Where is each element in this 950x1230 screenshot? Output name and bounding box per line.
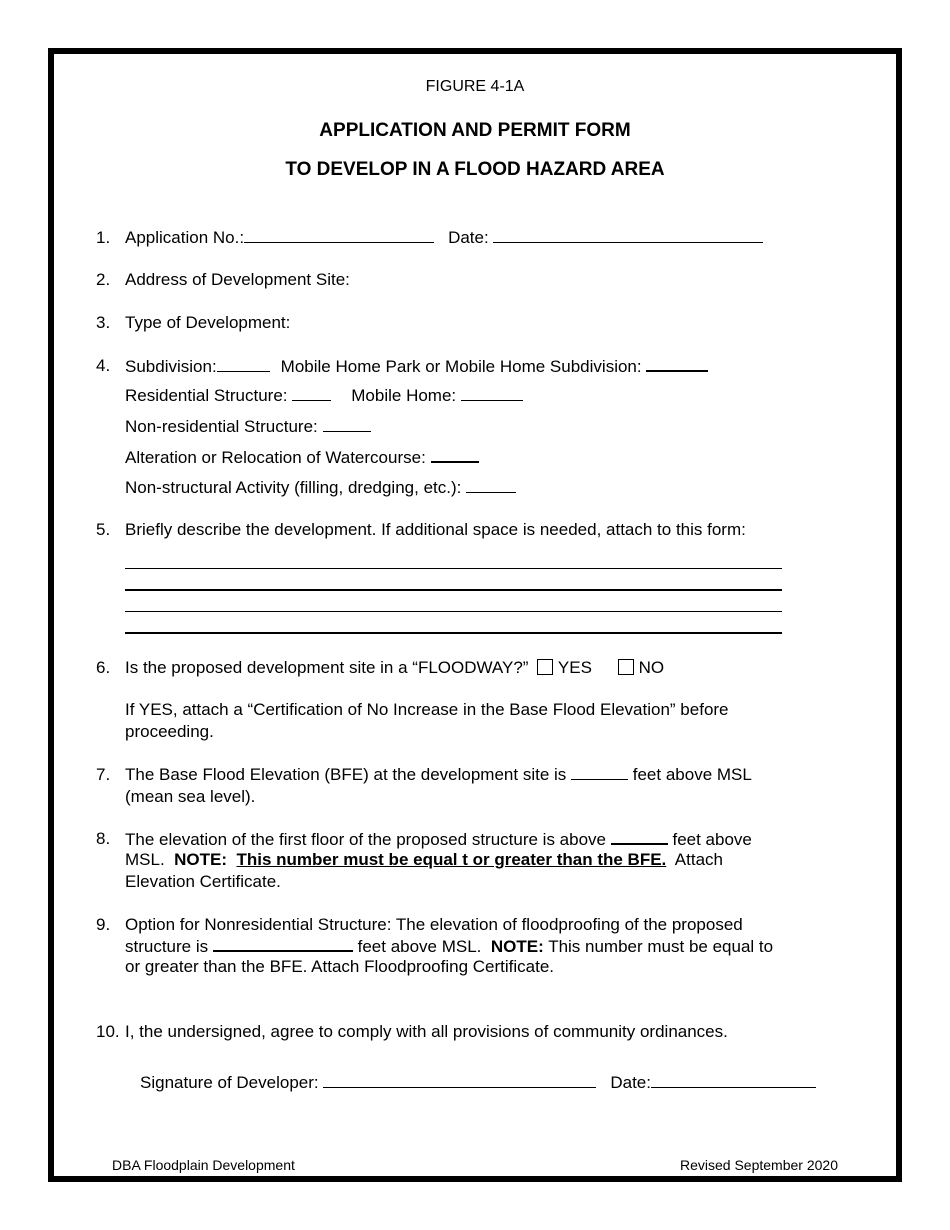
form-title-line1: APPLICATION AND PERMIT FORM bbox=[319, 120, 631, 141]
type-label: Type of Development: bbox=[125, 313, 291, 332]
yes-checkbox[interactable] bbox=[537, 659, 553, 675]
residential-row bbox=[125, 385, 523, 406]
if-yes-line2: proceeding. bbox=[125, 722, 214, 741]
if-yes-line1: If YES, attach a “Certification of No Increase in the Base Flood Elevation” before bbox=[125, 700, 729, 719]
first-floor-text-a: The elevation of the first floor of the proposed structure is above bbox=[125, 830, 606, 849]
subdivision-label: Subdivision: bbox=[125, 357, 217, 376]
date-field[interactable] bbox=[493, 227, 763, 243]
mobile-home-field[interactable] bbox=[461, 385, 523, 401]
yes-label: YES bbox=[557, 658, 592, 677]
nonresidential-label: Non-residential Structure: bbox=[125, 417, 318, 436]
first-floor-note-text: This number must be equal t or greater than the BFE. bbox=[236, 850, 667, 869]
description-line[interactable] bbox=[125, 568, 782, 569]
describe-label: Briefly describe the development. If additional space is needed, attach to this form: bbox=[125, 520, 746, 539]
address-label: Address of Development Site: bbox=[125, 270, 350, 289]
nonresidential-option-line3: or greater than the BFE. Attach Floodproofing Certificate. bbox=[125, 957, 555, 976]
nonresidential-option-line1: Option for Nonresidential Structure: The elevation of floodproofing of the proposed bbox=[125, 915, 743, 934]
nonresidential-field[interactable] bbox=[323, 416, 371, 432]
no-label: NO bbox=[638, 658, 665, 677]
floodway-row bbox=[125, 657, 664, 678]
nonstructural-field[interactable] bbox=[466, 477, 516, 493]
signature-row bbox=[140, 1072, 816, 1093]
item-number: 3. bbox=[96, 313, 111, 332]
application-no-row bbox=[125, 227, 763, 248]
nr-text-c: This number must be equal to bbox=[548, 937, 774, 956]
first-floor-field[interactable] bbox=[611, 828, 668, 845]
bfe-field[interactable] bbox=[571, 764, 628, 780]
first-floor-note-label: NOTE: bbox=[174, 850, 228, 869]
footer-right: Revised September 2020 bbox=[680, 1157, 838, 1173]
signature-date-field[interactable] bbox=[651, 1072, 816, 1088]
first-floor-text-b: feet above bbox=[672, 830, 752, 849]
subdivision-field[interactable] bbox=[217, 356, 270, 372]
first-floor-row bbox=[125, 828, 752, 850]
mobile-home-label: Mobile Home: bbox=[351, 386, 457, 405]
nr-note-label: NOTE: bbox=[490, 937, 544, 956]
floodway-question: Is the proposed development site in a “FLOODWAY?” bbox=[125, 658, 529, 677]
application-no-label: Application No.: bbox=[125, 228, 245, 247]
subdivision-row bbox=[125, 355, 708, 377]
first-floor-attach: Attach bbox=[674, 850, 723, 869]
form-title-line2: TO DEVELOP IN A FLOOD HAZARD AREA bbox=[285, 159, 665, 180]
nr-text-b: feet above MSL. bbox=[357, 937, 482, 956]
alteration-row bbox=[125, 446, 479, 468]
first-floor-note-row bbox=[125, 849, 723, 870]
bfe-text-a: The Base Flood Elevation (BFE) at the development site is bbox=[125, 765, 567, 784]
nr-text-a: structure is bbox=[125, 937, 209, 956]
description-line[interactable] bbox=[125, 611, 782, 612]
first-floor-line3: Elevation Certificate. bbox=[125, 872, 281, 891]
item-number: 8. bbox=[96, 829, 111, 848]
alteration-label: Alteration or Relocation of Watercourse: bbox=[125, 448, 426, 467]
nonstructural-label: Non-structural Activity (filling, dredging, etc.): bbox=[125, 478, 462, 497]
agree-text: I, the undersigned, agree to comply with all provisions of community ordinances. bbox=[125, 1022, 728, 1041]
footer-left: DBA Floodplain Development bbox=[112, 1157, 295, 1173]
floodproofing-field[interactable] bbox=[213, 935, 353, 952]
item-number: 5. bbox=[96, 520, 111, 539]
item-number: 6. bbox=[96, 658, 111, 677]
nonresidential-option-row bbox=[125, 935, 773, 957]
item-number: 4. bbox=[96, 356, 111, 375]
first-floor-msl: MSL. bbox=[125, 850, 165, 869]
page-border bbox=[48, 48, 902, 1182]
description-line[interactable] bbox=[125, 632, 782, 634]
residential-field[interactable] bbox=[292, 385, 331, 401]
mobile-home-park-label: Mobile Home Park or Mobile Home Subdivision: bbox=[280, 357, 642, 376]
bfe-text-b: feet above MSL bbox=[632, 765, 752, 784]
item-number: 2. bbox=[96, 270, 111, 289]
bfe-row bbox=[125, 764, 752, 785]
signature-field[interactable] bbox=[323, 1072, 596, 1088]
nonresidential-row bbox=[125, 416, 371, 437]
figure-label: FIGURE 4-1A bbox=[425, 78, 525, 95]
application-no-field[interactable] bbox=[244, 227, 434, 243]
alteration-field[interactable] bbox=[431, 446, 479, 463]
nonstructural-row bbox=[125, 477, 516, 498]
mobile-home-park-field[interactable] bbox=[646, 355, 708, 372]
item-number: 9. bbox=[96, 915, 111, 934]
description-line[interactable] bbox=[125, 589, 782, 591]
item-number: 10. bbox=[96, 1022, 120, 1041]
residential-label: Residential Structure: bbox=[125, 386, 288, 405]
item-number: 1. bbox=[96, 228, 111, 247]
signature-label: Signature of Developer: bbox=[140, 1073, 319, 1092]
signature-date-label: Date: bbox=[610, 1073, 651, 1092]
date-label: Date: bbox=[448, 228, 489, 247]
no-checkbox[interactable] bbox=[618, 659, 634, 675]
item-number: 7. bbox=[96, 765, 111, 784]
bfe-line2: (mean sea level). bbox=[125, 787, 256, 806]
